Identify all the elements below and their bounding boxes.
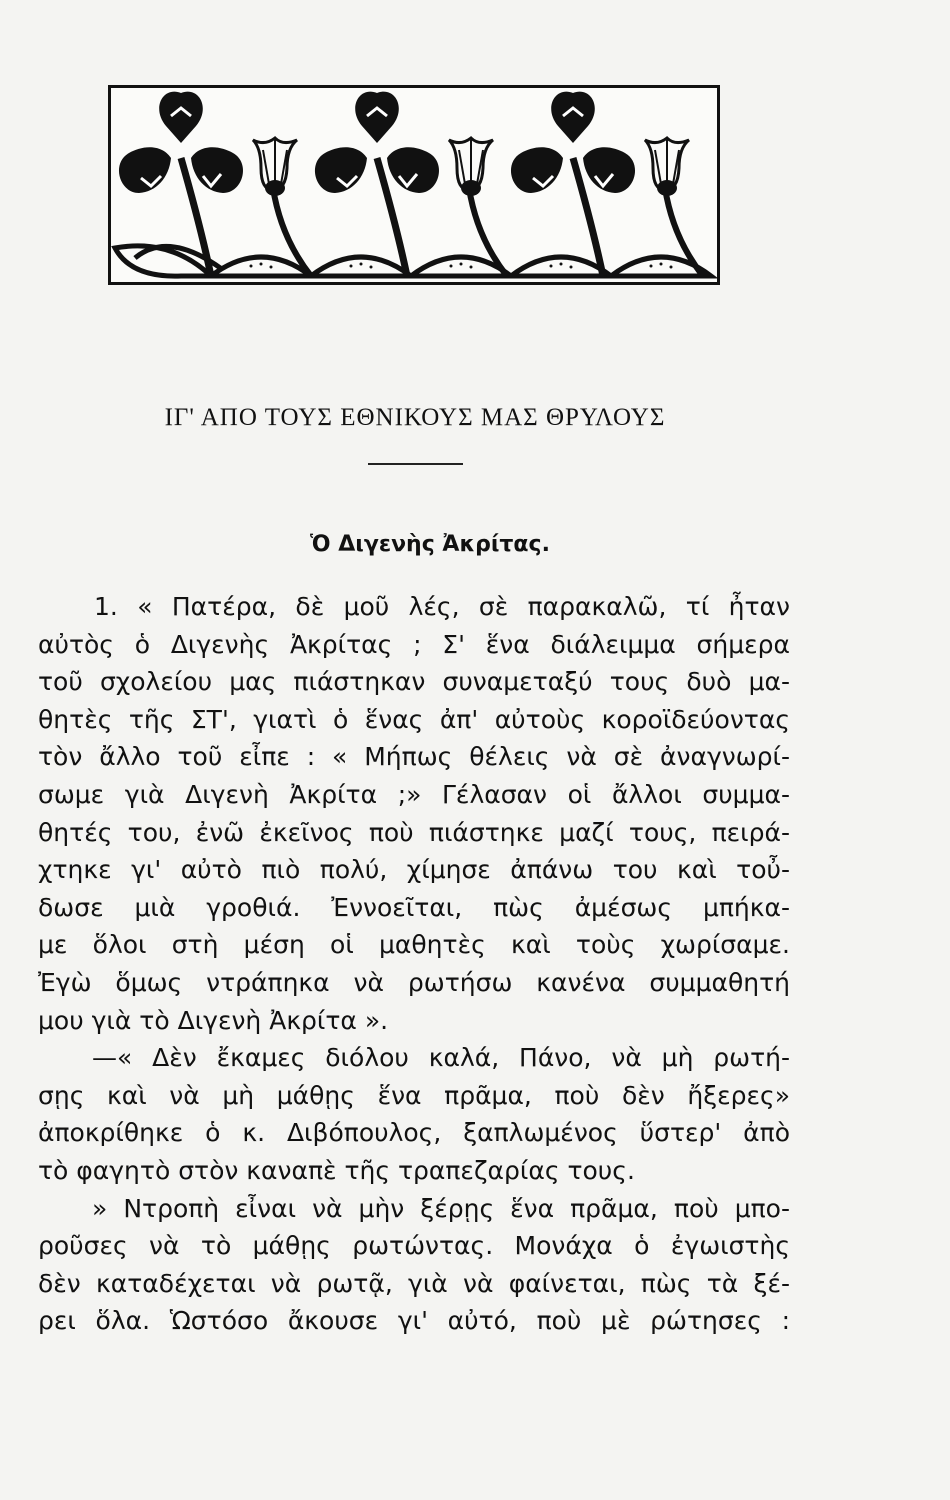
text-line: τὸν ἄλλο τοῦ εἶπε : « Μήπως θέλεις νὰ σὲ ἀναγνωρί-	[38, 742, 790, 772]
text-line: ροῦσες νὰ τὸ μάθῃς ρωτώντας. Μονάχα ὁ ἐγωιστὴς	[38, 1231, 790, 1261]
text-line: θητές του, ἐνῶ ἐκεῖνος ποὺ πιάστηκε μαζί τους, πειρά-	[38, 817, 790, 847]
text-line: » Ντροπὴ εἶναι νὰ μὴν ξέρῃς ἕνα πρᾶμα, ποὺ μπο-	[92, 1193, 790, 1223]
text-line: μου γιὰ τὸ Διγενὴ Ἀκρίτα ».	[38, 1005, 389, 1035]
text-line: δὲν καταδέχεται νὰ ρωτᾷ, γιὰ νὰ φαίνεται, πὼς τὰ ξέ-	[38, 1268, 790, 1298]
text-line: τὸ φαγητὸ στὸν καναπὲ τῆς τραπεζαρίας τους.	[38, 1155, 635, 1185]
section-title: Ὁ Διγενὴς Ἀκρίτας.	[310, 532, 550, 557]
text-line: ρει ὅλα. Ὡστόσο ἄκουσε γι' αὐτό, ποὺ μὲ ρώτησες :	[38, 1306, 790, 1336]
text-line: δωσε μιὰ γροθιά. Ἐννοεῖται, πὼς ἀμέσως μπήκα-	[38, 892, 790, 922]
text-line: σῃς καὶ νὰ μὴ μάθῃς ἕνα πρᾶμα, ποὺ δὲν ἤξερες»	[38, 1080, 790, 1110]
ornament-border	[108, 85, 720, 285]
text-line: χτηκε γι' αὐτὸ πιὸ πολύ, χίμησε ἀπάνω του καὶ τοὖ-	[38, 855, 790, 885]
text-line: Ἐγὼ ὅμως ντράπηκα νὰ ρωτήσω κανένα συμμαθητή	[38, 967, 790, 997]
text-line: θητὲς τῆς ΣΤ', γιατὶ ὁ ἕνας ἀπ' αὐτοὺς κοροϊδεύοντας	[38, 704, 790, 734]
text-line: —« Δὲν ἔκαμες διόλου καλά, Πάνο, νὰ μὴ ρωτή-	[92, 1043, 790, 1073]
text-line: με ὅλοι στὴ μέση οἱ μαθητὲς καὶ τοὺς χωρίσαμε.	[38, 930, 790, 960]
body-text	[38, 588, 790, 1340]
clover-tulip-ornament-icon	[111, 88, 717, 282]
text-line: 1. « Πατέρα, δὲ μοῦ λές, σὲ παρακαλῶ, τί ἦταν	[94, 592, 790, 621]
text-line: ἀποκρίθηκε ὁ κ. Διβόπουλος, ξαπλωμένος ὕστερ' ἀπὸ	[38, 1118, 790, 1148]
text-line: αὐτὸς ὁ Διγενὴς Ἀκρίτας ; Σ' ἕνα διάλειμμα σήμερα	[38, 629, 790, 659]
title-divider	[368, 463, 463, 465]
text-line: σωμε γιὰ Διγενὴ Ἀκρίτα ;» Γέλασαν οἱ ἄλλοι συμμα-	[38, 779, 790, 809]
text-line: τοῦ σχολείου μας πιάστηκαν συναμεταξύ τους δυὸ μα-	[38, 667, 790, 697]
chapter-title: ΙΓ' ΑΠΟ ΤΟΥΣ ΕΘΝΙΚΟΥΣ ΜΑΣ ΘΡΥΛΟΥΣ	[164, 404, 666, 431]
